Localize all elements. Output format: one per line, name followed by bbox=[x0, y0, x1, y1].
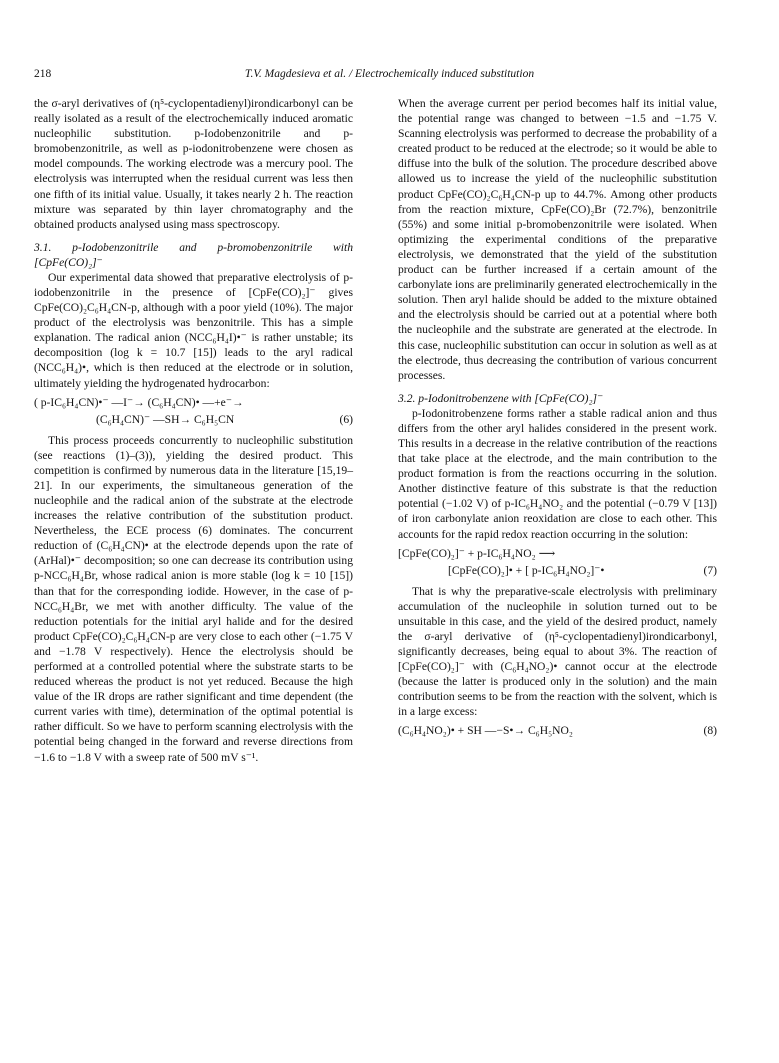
equation-6-line-2: (C₆H₄CN)⁻ —SH→ C₆H₅CN bbox=[96, 412, 235, 426]
equation-number: (7) bbox=[703, 563, 717, 577]
equation-8 bbox=[398, 723, 717, 741]
section-heading-3-2: 3.2. p-Iodonitrobenzene with [CpFe(CO)₂]⁻ bbox=[398, 391, 604, 405]
paragraph: Our experimental data showed that preparative electrolysis of p-iodobenzonitrile in the presence of [CpFe(CO)₂]⁻ gives CpFe(CO)₂C₆H₄CN-p, although with a poor yield (10%). The major product of the electrolysis was benzonitrile. This has a simple explanation. The radical anion (NCC₆H₄I)•⁻ is rather unstable; its decomposition (log k = 10.7 [15]) leads to the aryl radical (NCC₆H₄)•, which is then reduced at the electrode or in solution, ultimately yielding the hydrogenated hydrocarbon: bbox=[34, 270, 353, 390]
equation-8-body: (C₆H₄NO₂)• + SH —−S•→ C₆H₅NO₂ bbox=[398, 724, 573, 738]
section-heading-3-1: 3.1. p-Iodobenzonitrile and p-bromobenzonitrile with [CpFe(CO)₂]⁻ bbox=[34, 240, 353, 269]
paragraph: p-Iodonitrobenzene forms rather a stable radical anion and thus differs from the other aryl halides considered in the present work. This results in a decrease in the relative contribution of the reactions that take place at the electrode, and the main contribution to the product formation is from the reactions occurring in the solution. Another distinctive feature of this substrate is that the reduction potential (−1.02 V) of p-IC₆H₄NO₂ and the potential (−0.79 V [13]) of iron carbonylate anion reoxidation are close to each other. This accounts for the rapid redox reaction occurring in the solution: bbox=[398, 406, 717, 541]
equation-7-line-1: [CpFe(CO)₂]⁻ + p-IC₆H₄NO₂ ⟶ bbox=[398, 546, 556, 560]
equation-number: (6) bbox=[339, 412, 353, 426]
page-number: 218 bbox=[34, 68, 52, 80]
paragraph: the σ-aryl derivatives of (η⁵-cyclopentadienyl)irondicarbonyl can be really isolated as a result of the electrochemically induced aromatic nucleophilic substitution. p-Iodobenzonitrile and p-bromobenzonitrile, as well as p-iodonitrobenzene were chosen as model compounds. The working electrode was a mercury pool. The electrolysis was interrupted when the residual current was less then one fifth of its initial value. Usually, it takes nearly 2 h. The reaction mixture was separated by thin layer chromatography and the obtained products analysed using mass spectroscopy. bbox=[34, 97, 353, 231]
running-title: T.V. Magdesieva et al. / Electrochemically induced substitution bbox=[244, 68, 535, 80]
paragraph: That is why the preparative-scale electrolysis with preliminary accumulation of the nucleophile in solution turned out to be unsuitable in this case, and the yield of the desired product, namely the σ-aryl derivative of (η⁵-cyclopentadienyl)irondicarbonyl, significantly decreases, being equal to about 3%. The reaction of [CpFe(CO)₂]⁻ with (C₆H₄NO₂)• cannot occur at the electrode (because the latter is produced only in the solution) and the main contribution seems to be from the reaction with the solvent, which is in a large excess: bbox=[398, 584, 717, 719]
paragraph: When the average current per period becomes half its initial value, the potential range was changed to between −1.5 and −1.75 V. Scanning electrolysis was performed to decrease the probability of a created product to be reduced at the electrode; so it would be able to diffuse into the bulk of the solution. The procedure described above allowed us to increase the yield of the nucleophilic substitution product CpFe(CO)₂C₆H₄CN-p up to 44.7%. Among other products from the reaction mixture, CpFe(CO)₂Br (72.7%), benzonitrile (55%) and some initial p-bromobenzonitrile were isolated. When optimizing the experimental conditions of the preparative electrolysis, we demonstrated that the yield of the substitution product can be further increased if a certain amount of the carbonylate ions are preliminarily generated electrochemically in the solution. Then aryl halide should be added to the mixture obtained and the electrolysis should be carried out at a potential where both the nucleophile and the substrate are generated at the electrode. In this case, nucleophilic substitution can occur in solution as well as at the electrode, thus decreasing the contribution of various concurrent processes. bbox=[398, 97, 718, 382]
paragraph: This process proceeds concurrently to nucleophilic substitution (see reactions (1)–(3)), yielding the desired product. This competition is confirmed by numerous data in the literature [15,19–21]. In our experiments, the simultaneous generation of the nucleophile and the radical anion of the substrate at the electrode increases the relative contribution of the substitution product. Nevertheless, the ECE process (6) dominates. The concurrent reduction of (C₆H₄CN)• at the electrode depends upon the rate of (ArHal)•⁻ decomposition; so one can decrease its contribution using p-NCC₆H₄Br, whose radical anion is more stable (log k = 10 [15]) than that for the corresponding iodide. However, in the case of p-NCC₆H₄Br, we met with another difficulty. The value of the reduction potentials for the initial aryl halide and for the desired product CpFe(CO)₂C₆H₄CN-p are very close to each other (−1.75 V and −1.78 V respectively). Hence the electrolysis should be performed at a controlled potential where the substrate starts to be reduced whereas the product is not yet reduced. Because the high value of the IR drops are rather significant and time dependent (the current varies with time), determination of the optimal potential is rather difficult. So we have to perform scanning electrolysis with the potential being changed in the forward and reverse directions from −1.6 to −1.8 V with a sweep rate of 500 mV s⁻¹. bbox=[34, 433, 353, 764]
page-header bbox=[34, 68, 745, 84]
right-column bbox=[398, 96, 717, 745]
equation-number: (8) bbox=[703, 724, 717, 738]
left-column bbox=[34, 96, 353, 765]
equation-6 bbox=[34, 395, 353, 429]
equation-6-line-1: ( p-IC₆H₄CN)•⁻ —I⁻→ (C₆H₄CN)• —+e⁻→ bbox=[34, 395, 244, 409]
equation-7-line-2: [CpFe(CO)₂]• + [ p-IC₆H₄NO₂]⁻• bbox=[448, 563, 605, 577]
equation-7 bbox=[398, 546, 717, 580]
